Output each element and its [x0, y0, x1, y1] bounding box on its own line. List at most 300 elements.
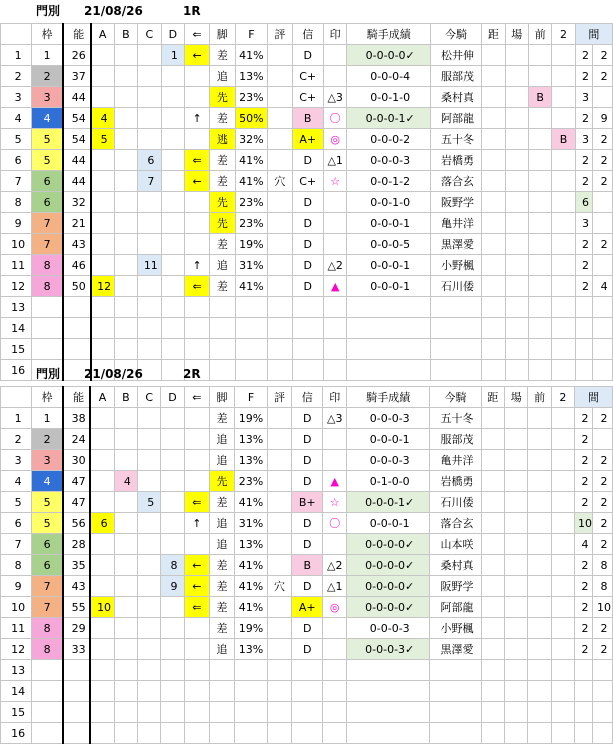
- row-number: 2: [1, 66, 32, 87]
- interval-cell-2: [593, 87, 613, 108]
- f-rate-cell: 32%: [235, 129, 268, 150]
- ability-cell: 47: [63, 492, 91, 513]
- row-number: 14: [1, 318, 32, 339]
- mark-cell: [323, 339, 347, 360]
- prev-cell: [528, 513, 551, 534]
- style-cell: 差: [209, 618, 234, 639]
- mark-cell: △3: [323, 408, 347, 429]
- table-row: [1, 660, 613, 681]
- row-number: 3: [1, 450, 32, 471]
- jockey-record-cell: 0-0-0-0✓: [347, 597, 430, 618]
- style-cell: 差: [209, 597, 234, 618]
- col-a-cell: [90, 492, 114, 513]
- table-row: [1, 702, 613, 723]
- interval-cell-2: 8: [593, 555, 613, 576]
- distance-cell: [481, 513, 504, 534]
- table-row: [1, 534, 613, 555]
- interval-cell-1: 2: [575, 108, 593, 129]
- course-cell: [505, 492, 528, 513]
- prev-cell: [528, 408, 551, 429]
- prev-cell: [528, 618, 551, 639]
- col-d-cell: [161, 66, 184, 87]
- distance-cell: [482, 318, 505, 339]
- col-c-cell: [138, 576, 161, 597]
- jockey-record-cell: [347, 297, 430, 318]
- rating-cell: [268, 234, 292, 255]
- waku-cell: 1: [32, 45, 63, 66]
- trust-cell: [292, 339, 323, 360]
- column-header: 脚: [209, 387, 234, 408]
- prev-cell: [528, 660, 551, 681]
- distance-cell: [481, 429, 504, 450]
- col-a-cell: [91, 87, 115, 108]
- col-b-cell: [114, 339, 137, 360]
- col-c-cell: 5: [138, 492, 161, 513]
- jockey-cell: 松井伸: [430, 45, 481, 66]
- course-cell: [505, 297, 528, 318]
- column-header: 今騎: [430, 24, 481, 45]
- course-cell: [505, 234, 528, 255]
- course-cell: [505, 87, 528, 108]
- col-d-cell: [161, 639, 184, 660]
- prev-cell: [528, 639, 551, 660]
- two-cell: [552, 66, 575, 87]
- waku-cell: 1: [32, 408, 63, 429]
- two-cell: [552, 297, 575, 318]
- interval-cell-1: 2: [575, 276, 593, 297]
- ability-cell: 44: [63, 87, 91, 108]
- col-b-cell: [114, 66, 137, 87]
- distance-cell: [481, 555, 504, 576]
- col-a-cell: 6: [90, 513, 114, 534]
- f-rate-cell: 19%: [235, 234, 268, 255]
- column-header: 前: [529, 24, 552, 45]
- f-rate-cell: 41%: [235, 150, 268, 171]
- jockey-record-cell: 0-0-0-3: [347, 150, 430, 171]
- interval-cell-2: [593, 429, 613, 450]
- jockey-cell: 岩橋勇: [430, 150, 481, 171]
- waku-cell: 5: [32, 150, 63, 171]
- mark-cell: ☆: [323, 171, 347, 192]
- course-cell: [505, 639, 528, 660]
- f-rate-cell: 41%: [235, 597, 268, 618]
- ability-cell: 54: [63, 129, 91, 150]
- distance-cell: [482, 129, 505, 150]
- row-number: 16: [1, 360, 32, 381]
- ability-cell: 21: [63, 213, 91, 234]
- arrow-cell: [185, 129, 210, 150]
- mark-cell: [323, 639, 347, 660]
- waku-cell: 8: [32, 639, 63, 660]
- col-a-cell: 5: [91, 129, 115, 150]
- col-d-cell: [161, 234, 184, 255]
- course-cell: [505, 450, 528, 471]
- row-number: 1: [1, 408, 32, 429]
- col-b-cell: [114, 534, 137, 555]
- col-a-cell: [91, 339, 115, 360]
- arrow-cell: [184, 639, 209, 660]
- trust-cell: D: [292, 234, 323, 255]
- mark-cell: [323, 681, 347, 702]
- two-cell: [551, 576, 574, 597]
- interval-cell-2: [593, 192, 613, 213]
- interval-cell-2: 2: [593, 513, 613, 534]
- ability-cell: [63, 318, 91, 339]
- ability-cell: 29: [63, 618, 91, 639]
- f-rate-cell: [235, 318, 268, 339]
- prev-cell: [529, 171, 552, 192]
- jockey-record-cell: 0-0-0-1✓: [347, 492, 430, 513]
- jockey-cell: 阪野学: [430, 192, 481, 213]
- distance-cell: [482, 297, 505, 318]
- distance-cell: [482, 45, 505, 66]
- rating-cell: [268, 45, 292, 66]
- waku-cell: [32, 723, 63, 744]
- column-header: 場: [505, 24, 528, 45]
- course-cell: [505, 360, 528, 381]
- column-header: 間: [575, 24, 612, 45]
- table-row: [1, 171, 613, 192]
- jockey-cell: 岩橋勇: [430, 471, 481, 492]
- table-row: [1, 597, 613, 618]
- prev-cell: [529, 192, 552, 213]
- column-header: C: [138, 387, 161, 408]
- f-rate-cell: 19%: [235, 408, 268, 429]
- col-c-cell: [137, 234, 161, 255]
- interval-cell-2: 2: [593, 66, 613, 87]
- col-d-cell: [161, 534, 184, 555]
- ability-cell: 33: [63, 639, 91, 660]
- arrow-cell: [184, 534, 209, 555]
- course-cell: [505, 408, 528, 429]
- column-header: 今騎: [430, 387, 481, 408]
- interval-cell-2: [593, 213, 613, 234]
- column-header: A: [90, 387, 114, 408]
- jockey-record-cell: [347, 339, 430, 360]
- col-d-cell: [161, 318, 184, 339]
- arrow-cell: [185, 192, 210, 213]
- mark-cell: [323, 297, 347, 318]
- rating-cell: [267, 618, 291, 639]
- col-b-cell: [114, 171, 137, 192]
- column-header: 2: [551, 387, 574, 408]
- course-cell: [505, 45, 528, 66]
- ability-cell: [63, 339, 91, 360]
- col-d-cell: [161, 702, 184, 723]
- table-row: [1, 129, 613, 150]
- ability-cell: [63, 681, 91, 702]
- jockey-record-cell: 0-0-1-2: [347, 171, 430, 192]
- col-a-cell: [91, 45, 115, 66]
- waku-cell: [32, 660, 63, 681]
- jockey-cell: 落合玄: [430, 513, 481, 534]
- two-cell: B: [552, 129, 575, 150]
- jockey-record-cell: 0-0-0-3✓: [347, 639, 430, 660]
- jockey-cell: [430, 660, 481, 681]
- f-rate-cell: 13%: [235, 639, 268, 660]
- row-number: 10: [1, 234, 32, 255]
- interval-cell-1: [575, 318, 593, 339]
- two-cell: [552, 276, 575, 297]
- prev-cell: [529, 213, 552, 234]
- style-cell: [209, 660, 234, 681]
- col-c-cell: [138, 429, 161, 450]
- distance-cell: [482, 339, 505, 360]
- mark-cell: ☆: [323, 492, 347, 513]
- col-a-cell: [91, 234, 115, 255]
- interval-cell-2: 2: [593, 534, 613, 555]
- distance-cell: [481, 639, 504, 660]
- col-c-cell: [138, 723, 161, 744]
- col-a-cell: [91, 213, 115, 234]
- col-c-cell: [137, 318, 161, 339]
- mark-cell: ◎: [323, 129, 347, 150]
- column-header: F: [235, 24, 268, 45]
- col-c-cell: [138, 513, 161, 534]
- prev-cell: [528, 492, 551, 513]
- col-d-cell: [161, 108, 184, 129]
- f-rate-cell: 13%: [235, 429, 268, 450]
- trust-cell: C+: [292, 171, 323, 192]
- column-header: C: [137, 24, 161, 45]
- rating-cell: [267, 723, 291, 744]
- style-cell: [209, 681, 234, 702]
- rating-cell: [267, 702, 291, 723]
- col-c-cell: [137, 45, 161, 66]
- interval-cell-1: 3: [575, 129, 593, 150]
- interval-cell-2: 8: [593, 576, 613, 597]
- arrow-cell: [185, 234, 210, 255]
- jockey-cell: 亀井洋: [430, 450, 481, 471]
- course-cell: [505, 192, 528, 213]
- style-cell: 追: [209, 534, 234, 555]
- ability-cell: 44: [63, 150, 91, 171]
- arrow-cell: [184, 450, 209, 471]
- style-cell: 差: [209, 408, 234, 429]
- ability-cell: 35: [63, 555, 91, 576]
- interval-cell-2: 2: [593, 471, 613, 492]
- f-rate-cell: 41%: [235, 492, 268, 513]
- mark-cell: △1: [323, 576, 347, 597]
- jockey-cell: 五十冬: [430, 408, 481, 429]
- arrow-cell: [184, 681, 209, 702]
- col-a-cell: [90, 660, 114, 681]
- col-b-cell: [114, 87, 137, 108]
- col-b-cell: [114, 660, 137, 681]
- trust-cell: D: [292, 576, 323, 597]
- waku-cell: [32, 681, 63, 702]
- col-d-cell: [161, 171, 184, 192]
- jockey-cell: [430, 723, 481, 744]
- arrow-cell: ⇐: [184, 597, 209, 618]
- style-cell: [209, 702, 234, 723]
- column-header: 騎手成績: [347, 387, 430, 408]
- jockey-cell: 五十冬: [430, 129, 481, 150]
- col-b-cell: [114, 450, 137, 471]
- two-cell: [552, 360, 575, 381]
- two-cell: [551, 429, 574, 450]
- column-header: 評: [268, 24, 292, 45]
- two-cell: [552, 192, 575, 213]
- row-number: 10: [1, 597, 32, 618]
- col-b-cell: [114, 234, 137, 255]
- col-b-cell: [114, 723, 137, 744]
- style-cell: [210, 297, 235, 318]
- distance-cell: [482, 213, 505, 234]
- col-d-cell: [161, 597, 184, 618]
- column-header: 評: [267, 387, 291, 408]
- interval-cell-2: 9: [593, 108, 613, 129]
- trust-cell: D: [292, 255, 323, 276]
- interval-cell-1: [575, 297, 593, 318]
- distance-cell: [482, 150, 505, 171]
- col-c-cell: [138, 450, 161, 471]
- f-rate-cell: 50%: [235, 108, 268, 129]
- column-header: 信: [292, 387, 323, 408]
- table-row: [1, 87, 613, 108]
- row-number: 2: [1, 429, 32, 450]
- interval-cell-1: 10: [575, 513, 593, 534]
- row-number: 4: [1, 108, 32, 129]
- interval-cell-1: 3: [575, 87, 593, 108]
- mark-cell: ▲: [323, 471, 347, 492]
- ability-cell: 28: [63, 534, 91, 555]
- col-b-cell: [114, 150, 137, 171]
- two-cell: [551, 492, 574, 513]
- rating-cell: [268, 108, 292, 129]
- jockey-record-cell: 0-0-0-3: [347, 618, 430, 639]
- table-row: [1, 429, 613, 450]
- col-a-cell: [91, 66, 115, 87]
- column-header: B: [114, 24, 137, 45]
- column-header: 印: [323, 24, 347, 45]
- distance-cell: [481, 681, 504, 702]
- table-row: [1, 255, 613, 276]
- waku-cell: 2: [32, 66, 63, 87]
- style-cell: 差: [210, 45, 235, 66]
- rating-cell: [268, 150, 292, 171]
- col-b-cell: [114, 408, 137, 429]
- rating-cell: [267, 660, 291, 681]
- interval-cell-1: 2: [575, 471, 593, 492]
- distance-cell: [482, 234, 505, 255]
- interval-cell-2: [593, 681, 613, 702]
- f-rate-cell: 41%: [235, 555, 268, 576]
- f-rate-cell: [235, 723, 268, 744]
- rating-cell: [267, 450, 291, 471]
- style-cell: 差: [209, 492, 234, 513]
- prev-cell: [529, 45, 552, 66]
- prev-cell: [529, 318, 552, 339]
- jockey-cell: 石川倭: [430, 276, 481, 297]
- waku-cell: 5: [32, 513, 63, 534]
- venue-title: 門別: [36, 4, 61, 18]
- prev-cell: [528, 471, 551, 492]
- waku-cell: 6: [32, 171, 63, 192]
- col-c-cell: [138, 639, 161, 660]
- waku-cell: 7: [32, 234, 63, 255]
- f-rate-cell: [235, 660, 268, 681]
- row-number: 13: [1, 297, 32, 318]
- table-row: [1, 618, 613, 639]
- interval-cell-1: 2: [575, 597, 593, 618]
- jockey-cell: 黒澤愛: [430, 639, 481, 660]
- column-header: D: [161, 24, 184, 45]
- corner-cell: [1, 387, 32, 408]
- col-b-cell: [114, 702, 137, 723]
- interval-cell-2: [593, 318, 613, 339]
- jockey-cell: [430, 360, 481, 381]
- table-row: [1, 450, 613, 471]
- col-a-cell: [91, 297, 115, 318]
- rating-cell: [268, 276, 292, 297]
- mark-cell: [323, 618, 347, 639]
- col-a-cell: 12: [91, 276, 115, 297]
- row-number: 16: [1, 723, 32, 744]
- distance-cell: [481, 471, 504, 492]
- rating-cell: [268, 213, 292, 234]
- waku-cell: 7: [32, 213, 63, 234]
- table-row: [1, 639, 613, 660]
- rating-cell: [268, 87, 292, 108]
- course-cell: [505, 555, 528, 576]
- col-b-cell: [114, 213, 137, 234]
- table-row: [1, 297, 613, 318]
- jockey-cell: [430, 681, 481, 702]
- rating-cell: [267, 681, 291, 702]
- column-header: 信: [292, 24, 323, 45]
- mark-cell: [323, 318, 347, 339]
- row-number: 3: [1, 87, 32, 108]
- rating-cell: [268, 129, 292, 150]
- distance-cell: [481, 597, 504, 618]
- jockey-record-cell: 0-0-0-1: [347, 276, 430, 297]
- col-a-cell: [90, 576, 114, 597]
- col-b-cell: [114, 255, 137, 276]
- arrow-cell: [185, 213, 210, 234]
- interval-cell-1: 6: [575, 192, 593, 213]
- rating-cell: [267, 639, 291, 660]
- waku-cell: 8: [32, 276, 63, 297]
- interval-cell-1: [575, 360, 593, 381]
- prev-cell: [528, 429, 551, 450]
- prev-cell: [528, 576, 551, 597]
- jockey-record-cell: [347, 318, 430, 339]
- two-cell: [551, 408, 574, 429]
- interval-cell-1: 2: [575, 171, 593, 192]
- arrow-cell: [184, 471, 209, 492]
- rating-cell: [267, 513, 291, 534]
- col-d-cell: [161, 471, 184, 492]
- table-row: [1, 576, 613, 597]
- distance-cell: [482, 108, 505, 129]
- distance-cell: [482, 276, 505, 297]
- col-b-cell: [114, 597, 137, 618]
- waku-cell: 5: [32, 492, 63, 513]
- distance-cell: [481, 618, 504, 639]
- style-cell: 差: [210, 150, 235, 171]
- waku-cell: 8: [32, 618, 63, 639]
- col-a-cell: [90, 534, 114, 555]
- row-number: 5: [1, 129, 32, 150]
- row-number: 5: [1, 492, 32, 513]
- interval-cell-1: [575, 339, 593, 360]
- f-rate-cell: [235, 681, 268, 702]
- arrow-cell: [184, 660, 209, 681]
- ability-cell: 32: [63, 192, 91, 213]
- row-number: 15: [1, 339, 32, 360]
- two-cell: [552, 318, 575, 339]
